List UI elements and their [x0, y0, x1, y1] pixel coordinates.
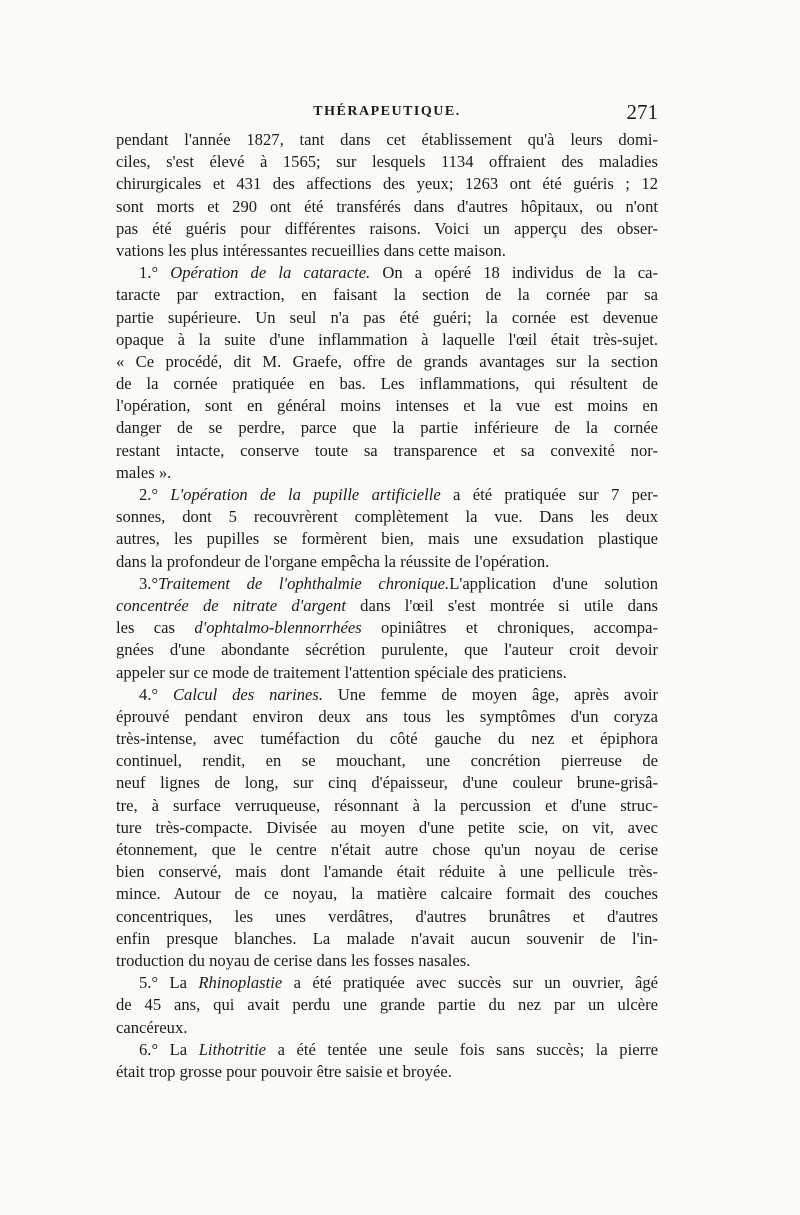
text-line — [116, 151, 658, 173]
text-run: « Ce procédé, dit M. Graefe, offre de grands avantages sur la section — [116, 351, 658, 371]
text-line — [116, 1039, 658, 1061]
text-line — [116, 883, 658, 905]
text-line — [116, 928, 658, 950]
text-run: étonnement, que le centre n'était autre chose qu'un noyau de cerise — [116, 840, 658, 859]
text-run: L'application d'une solution — [449, 573, 658, 593]
text-run: opiniâtres et chroniques, accompa- — [361, 618, 658, 638]
text-line — [116, 173, 658, 195]
text-line — [116, 706, 658, 728]
text-run: pendant l'année 1827, tant dans cet établissement qu'à leurs domi- — [116, 130, 658, 149]
text-line — [116, 795, 658, 817]
text-run: de 45 ans, qui avait perdu une grande partie du nez par un ulcère — [116, 995, 658, 1015]
text-line — [116, 1061, 658, 1083]
text-line — [116, 351, 658, 373]
text-run: cancéreux. — [116, 1017, 188, 1037]
italic-term: Calcul des narines. — [172, 684, 324, 704]
text-line — [116, 684, 658, 706]
text-run: a été tentée une seule fois sans succès; la pierre — [266, 1039, 658, 1059]
text-run: enfin presque blanches. La malade n'avait aucun souvenir de l'in- — [116, 928, 658, 948]
text-line — [116, 994, 658, 1016]
text-run: était trop grosse pour pouvoir être saisie et broyée. — [116, 1061, 452, 1081]
text-run: partie supérieure. Un seul n'a pas été guéri; la cornée est devenue — [116, 307, 658, 327]
text-line — [116, 284, 658, 306]
running-head: THÉRAPEUTIQUE. — [313, 104, 461, 119]
text-run: ture très-compacte. Divisée au moyen d'une petite scie, on vit, avec — [116, 817, 658, 837]
text-line — [116, 417, 658, 439]
text-run: de la cornée pratiquée en bas. Les inflammations, qui résultent de — [116, 374, 658, 394]
text-run: 4.° — [139, 684, 173, 704]
text-run: 2.° — [139, 485, 171, 504]
italic-term: Opération de la cataracte. — [170, 263, 371, 283]
text-line — [116, 395, 658, 417]
text-run: sont morts et 290 ont été transférés dans d'autres hôpitaux, ou n'ont — [116, 196, 658, 216]
text-run: a été pratiquée avec succès sur un ouvrier, âgé — [282, 973, 658, 993]
text-run: sonnes, dont 5 recouvrèrent complètement la vue. Dans les deux — [116, 507, 658, 527]
text-line — [116, 617, 658, 639]
text-run: troduction du noyau de cerise dans les fosses nasales. — [116, 950, 471, 970]
text-run: appeler sur ce mode de traitement l'attention spéciale des praticiens. — [116, 662, 567, 682]
italic-term: concentrée de nitrate d'argent — [116, 595, 346, 615]
text-run: chirurgicales et 431 des affections des yeux; 1263 ont été guéris ; 12 — [116, 174, 658, 194]
text-run: dans la profondeur de l'organe empêcha la réussite de l'opération. — [116, 551, 550, 571]
text-line — [116, 440, 658, 462]
text-run: ciles, s'est élevé à 1565; sur lesquels 1134 offraient des maladies — [116, 152, 658, 172]
text-line — [116, 506, 658, 528]
text-run: les cas — [116, 618, 195, 638]
text-run: a été pratiquée sur 7 per- — [440, 485, 658, 504]
text-line — [116, 240, 658, 262]
body-text — [116, 129, 658, 1083]
text-run: opaque à la suite d'une inflammation à laquelle l'œil était très-sujet. — [116, 329, 658, 349]
text-run: éprouvé pendant environ deux ans tous les symptômes d'un coryza — [116, 706, 658, 726]
text-line — [116, 817, 658, 839]
text-line — [116, 950, 658, 972]
text-run: neuf lignes de long, sur cinq d'épaisseur, d'une couleur brune-grisâ- — [116, 773, 658, 793]
text-run: danger de se perdre, parce que la partie inférieure de la cornée — [116, 418, 658, 438]
text-line — [116, 551, 658, 573]
italic-term: d'ophtalmo-blennorrhées — [194, 618, 362, 638]
italic-term: Lithotritie — [198, 1039, 267, 1059]
text-run: Une femme de moyen âge, après avoir — [323, 684, 658, 704]
text-line — [116, 218, 658, 240]
text-run: bien conservé, mais dont l'amande était réduite à une pellicule très- — [116, 862, 658, 882]
text-run: taracte par extraction, en faisant la section de la cornée par sa — [116, 285, 658, 305]
text-line — [116, 972, 658, 994]
text-line — [116, 373, 658, 395]
italic-term: Rhinoplastie — [198, 973, 283, 993]
text-line — [116, 484, 658, 506]
text-run: 3.° — [139, 573, 159, 593]
text-line — [116, 329, 658, 351]
text-run: autres, les pupilles se formèrent bien, mais une exsudation plastique — [116, 529, 658, 549]
italic-term: Traitement de l'ophthalmie chronique. — [158, 573, 450, 593]
text-line — [116, 262, 658, 284]
text-run: restant intacte, conserve toute sa transparence et sa convexité nor- — [116, 440, 658, 460]
text-line — [116, 750, 658, 772]
text-run: pas été guéris pour différentes raisons. Voici un apperçu des obser- — [116, 218, 658, 238]
text-line — [116, 462, 658, 484]
page-header — [116, 100, 658, 126]
text-run: On a opéré 18 individus de la ca- — [370, 263, 658, 283]
text-run: concentriques, les unes verdâtres, d'autres brunâtres et d'autres — [116, 906, 658, 926]
text-run: vations les plus intéressantes recueillies dans cette maison. — [116, 240, 506, 260]
text-line — [116, 196, 658, 218]
text-line — [116, 861, 658, 883]
text-line — [116, 528, 658, 550]
text-line — [116, 662, 658, 684]
text-run: l'opération, sont en général moins intenses et la vue est moins en — [116, 396, 658, 416]
text-line — [116, 307, 658, 329]
text-run: males ». — [116, 462, 172, 482]
text-run: 6.° La — [139, 1039, 199, 1059]
page-number: 271 — [626, 100, 658, 124]
text-run: très-intense, avec tuméfaction du côté gauche du nez et épiphora — [116, 729, 658, 749]
text-run: tre, à surface verruqueuse, résonnant à la percussion et d'une struc- — [116, 795, 658, 815]
text-run: continuel, rendit, en se mouchant, une concrétion pierreuse de — [116, 751, 658, 771]
text-run: 1.° — [139, 263, 171, 283]
text-run: mince. Autour de ce noyau, la matière calcaire formait des couches — [116, 884, 658, 904]
text-run: 5.° La — [139, 973, 199, 993]
text-line — [116, 839, 658, 861]
text-line — [116, 728, 658, 750]
text-line — [116, 906, 658, 928]
text-line — [116, 595, 658, 617]
text-line — [116, 772, 658, 794]
italic-term: L'opération de la pupille artificielle — [170, 485, 441, 504]
text-line — [116, 639, 658, 661]
text-line — [116, 129, 658, 151]
text-line — [116, 1017, 658, 1039]
text-run: gnées d'une abondante sécrétion purulente, que l'auteur croit devoir — [116, 640, 658, 660]
text-line — [116, 573, 658, 595]
text-run: dans l'œil s'est montrée si utile dans — [345, 595, 658, 615]
